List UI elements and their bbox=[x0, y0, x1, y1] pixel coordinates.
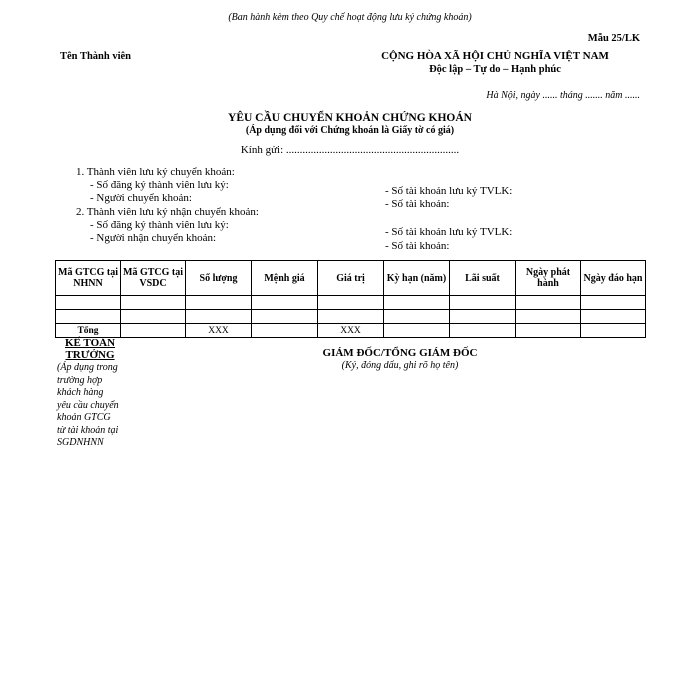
table-cell bbox=[384, 296, 450, 310]
table-cell bbox=[516, 324, 581, 338]
table-cell bbox=[252, 310, 318, 324]
item-2-receiver: - Người nhận chuyển khoản: bbox=[90, 232, 217, 244]
table-cell bbox=[252, 324, 318, 338]
item-1-registration-number: - Số đăng ký thành viên lưu ký: bbox=[90, 179, 229, 191]
total-label: Tổng bbox=[56, 324, 121, 338]
header-maturity-date: Ngày đáo hạn bbox=[581, 261, 646, 296]
item-1-tvlk-account: - Số tài khoản lưu ký TVLK: bbox=[385, 185, 513, 197]
table-cell bbox=[186, 310, 252, 324]
table-cell bbox=[56, 296, 121, 310]
director-title: GIÁM ĐỐC/TỔNG GIÁM ĐỐC bbox=[322, 347, 478, 359]
table-total-row bbox=[56, 324, 646, 338]
document-subtitle: (Áp dụng đối với Chứng khoán là Giấy tờ có giá) bbox=[245, 125, 455, 136]
header-term: Kỳ hạn (năm) bbox=[384, 261, 450, 296]
table-header-row bbox=[56, 261, 646, 296]
table-cell bbox=[56, 310, 121, 324]
header-interest-rate: Lãi suất bbox=[450, 261, 516, 296]
table-cell bbox=[318, 296, 384, 310]
table-cell bbox=[450, 310, 516, 324]
header-code-nhnn: Mã GTCG tại NHNN bbox=[56, 261, 121, 296]
regulation-note: (Ban hành kèm theo Quy chế hoạt động lưu ký chứng khoán) bbox=[228, 12, 472, 23]
member-name-label: Tên Thành viên bbox=[60, 51, 132, 62]
header-code-vsdc: Mã GTCG tại VSDC bbox=[121, 261, 186, 296]
chief-accountant-note: (Áp dụng trong trường hợp khách hàng yêu cầu chuyển khoản GTCG từ tài khoản tại SGDNHNN bbox=[57, 362, 119, 448]
table-row bbox=[56, 296, 646, 310]
document-title: YÊU CẦU CHUYỂN KHOẢN CHỨNG KHOÁN bbox=[228, 112, 472, 124]
header-issue-date: Ngày phát hành bbox=[516, 261, 581, 296]
place-date-line: Hà Nội, ngày ...... tháng ....... năm ...... bbox=[486, 90, 640, 101]
table-cell bbox=[581, 310, 646, 324]
table-cell bbox=[186, 296, 252, 310]
table-cell bbox=[121, 324, 186, 338]
item-1-heading: 1. Thành viên lưu ký chuyển khoản: bbox=[76, 166, 235, 178]
national-motto: Độc lập – Tự do – Hạnh phúc bbox=[429, 64, 561, 75]
director-signature-note: (Ký, đóng dấu, ghi rõ họ tên) bbox=[341, 360, 459, 371]
header-quantity: Số lượng bbox=[186, 261, 252, 296]
item-2-account-number: - Số tài khoản: bbox=[385, 240, 450, 252]
table-cell bbox=[516, 296, 581, 310]
total-value: XXX bbox=[318, 324, 384, 338]
table-cell bbox=[450, 324, 516, 338]
table-cell bbox=[121, 310, 186, 324]
chief-accountant-title: KẾ TOÁN TRƯỞNG bbox=[64, 337, 116, 361]
table-row bbox=[56, 310, 646, 324]
item-2-heading: 2. Thành viên lưu ký nhận chuyển khoản: bbox=[76, 206, 259, 218]
header-par-value: Mệnh giá bbox=[252, 261, 318, 296]
form-code: Mẫu 25/LK bbox=[587, 33, 640, 44]
item-2-registration-number: - Số đăng ký thành viên lưu ký: bbox=[90, 219, 229, 231]
table-cell bbox=[581, 324, 646, 338]
securities-table bbox=[55, 260, 646, 338]
table-cell bbox=[318, 310, 384, 324]
table-cell bbox=[384, 324, 450, 338]
table-cell bbox=[121, 296, 186, 310]
item-1-transferor: - Người chuyển khoản: bbox=[90, 192, 192, 204]
header-value: Giá trị bbox=[318, 261, 384, 296]
total-quantity: XXX bbox=[186, 324, 252, 338]
item-1-account-number: - Số tài khoản: bbox=[385, 198, 450, 210]
table-cell bbox=[450, 296, 516, 310]
table-cell bbox=[252, 296, 318, 310]
item-2-tvlk-account: - Số tài khoản lưu ký TVLK: bbox=[385, 226, 513, 238]
table-cell bbox=[516, 310, 581, 324]
nation-heading: CỘNG HÒA XÃ HỘI CHỦ NGHĨA VIỆT NAM bbox=[381, 50, 609, 62]
table-cell bbox=[384, 310, 450, 324]
addressee-line: Kính gửi: ............................................................... bbox=[240, 144, 460, 156]
table-cell bbox=[581, 296, 646, 310]
